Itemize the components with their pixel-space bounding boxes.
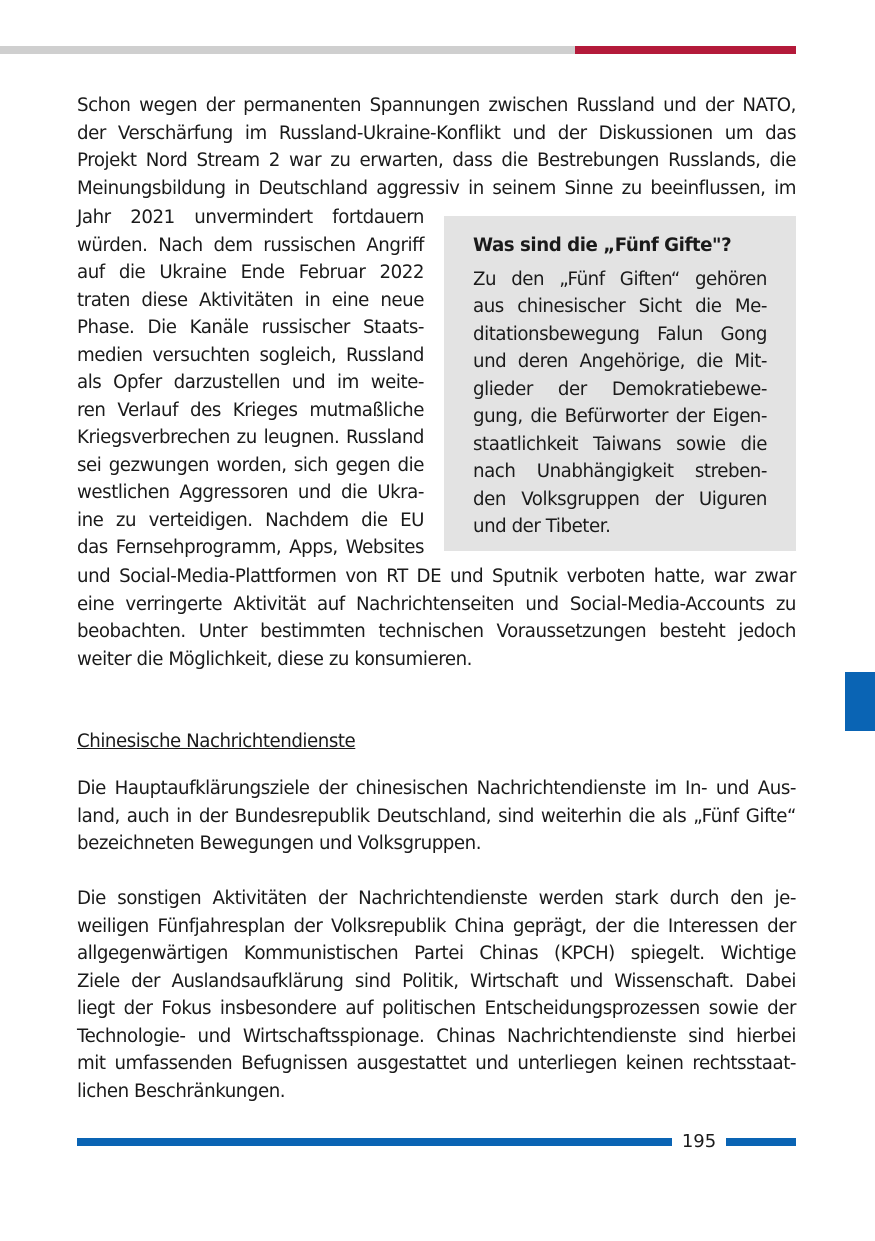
text-line: Die sonstigen Aktivitäten der Nachrichtendienste werden stark durch den je- xyxy=(77,888,796,909)
text-line: mit umfassenden Befugnissen ausgestattet und unterliegen keinen rechtsstaat- xyxy=(77,1053,796,1074)
section-heading: Chinesische Nachrichtendienste xyxy=(77,731,356,752)
page-number: 195 xyxy=(681,1131,717,1152)
info-box-line: und der Tibeter. xyxy=(473,516,611,537)
info-box-line: gung, die Befürworter der Eigen- xyxy=(473,406,767,427)
footer-blue-bar-right xyxy=(726,1138,796,1146)
info-box-line: staatlichkeit Taiwans sowie die xyxy=(473,433,767,455)
text-line: der Verschärfung im Russland-Ukraine-Konflikt und der Diskussionen um das xyxy=(77,122,796,144)
chapter-side-tab xyxy=(845,672,875,731)
text-line: lichen Beschränkungen. xyxy=(77,1080,286,1102)
text-line: weiligen Fünfjahresplan der Volksrepublik China geprägt, der die Interessen der xyxy=(77,915,796,937)
text-line: Ziele der Auslandsaufklärung sind Politik, Wirtschaft und Wissenschaft. Dabei xyxy=(77,970,796,992)
text-line: beobachten. Unter bestimmten technischen Voraussetzungen besteht jedoch xyxy=(77,621,796,642)
text-line: Jahr 2021 unvermindert fortdauern xyxy=(77,207,424,228)
text-line: und Social-Media-Plattformen von RT DE und Sputnik verboten hatte, war zwar xyxy=(77,566,796,587)
text-line: land, auch in der Bundesrepublik Deutschland, sind weiterhin die als „Fünf Gifte“ xyxy=(77,805,796,827)
text-line: Schon wegen der permanenten Spannungen zwischen Russland und der NATO, xyxy=(77,95,796,116)
info-box-line: nach Unabhängigkeit streben- xyxy=(473,461,767,482)
info-box-line: aus chinesischer Sicht die Me- xyxy=(473,296,767,317)
text-line: Phase. Die Kanäle russischer Staats- xyxy=(77,317,424,338)
text-line: medien versuchten sogleich, Russland xyxy=(77,344,424,366)
info-box-line: Zu den „Fünf Giften“ gehören xyxy=(473,268,767,290)
text-line: eine verringerte Aktivität auf Nachrichtenseiten und Social-Media-Accounts zu xyxy=(77,593,796,615)
text-line: ine zu verteidigen. Nachdem die EU xyxy=(77,509,424,531)
header-gray-bar xyxy=(0,46,575,54)
text-line: allgegenwärtigen Kommunistischen Partei Chinas (KPCH) spiegelt. Wichtige xyxy=(77,943,796,964)
text-line: traten diese Aktivitäten in eine neue xyxy=(77,289,424,311)
text-line: weiter die Möglichkeit, diese zu konsumieren. xyxy=(77,648,472,670)
footer-blue-bar-left xyxy=(77,1138,672,1146)
text-line: Meinungsbildung in Deutschland aggressiv in seinem Sinne zu beeinflussen, im xyxy=(77,177,796,199)
text-line: Technologie- und Wirtschaftsspionage. Chinas Nachrichtendienste sind hierbei xyxy=(77,1025,796,1047)
header-red-bar xyxy=(575,46,796,54)
info-box-line: den Volksgruppen der Uiguren xyxy=(473,488,767,510)
text-line: sei gezwungen worden, sich gegen die xyxy=(77,454,424,476)
info-box-line: und deren Angehörige, die Mit- xyxy=(473,351,767,372)
info-box-line: glieder der Demokratiebewe- xyxy=(473,378,767,400)
text-line: das Fernsehprogramm, Apps, Websites xyxy=(77,537,424,558)
text-line: westlichen Aggressoren und die Ukra- xyxy=(77,482,424,503)
text-line: bezeichneten Bewegungen und Volksgruppen. xyxy=(77,833,482,854)
text-line: Projekt Nord Stream 2 war zu erwarten, dass die Bestrebungen Russlands, die xyxy=(77,150,796,171)
text-line: Die Hauptaufklärungsziele der chinesischen Nachrichtendienste im In- und Aus- xyxy=(77,778,796,799)
text-line: auf die Ukraine Ende Februar 2022 xyxy=(77,262,424,283)
text-line: ren Verlauf des Krieges mutmaßliche xyxy=(77,399,424,421)
text-line: liegt der Fokus insbesondere auf politischen Entscheidungsprozessen sowie der xyxy=(77,998,796,1019)
text-line: Kriegsverbrechen zu leugnen. Russland xyxy=(77,427,424,448)
text-line: würden. Nach dem russischen Angriff xyxy=(77,234,424,256)
text-line: als Opfer darzustellen und im weite- xyxy=(77,372,424,393)
info-box xyxy=(444,216,796,551)
info-box-line: ditationsbewegung Falun Gong xyxy=(473,323,767,345)
info-box-title: Was sind die „Fünf Gifte"? xyxy=(473,235,732,256)
